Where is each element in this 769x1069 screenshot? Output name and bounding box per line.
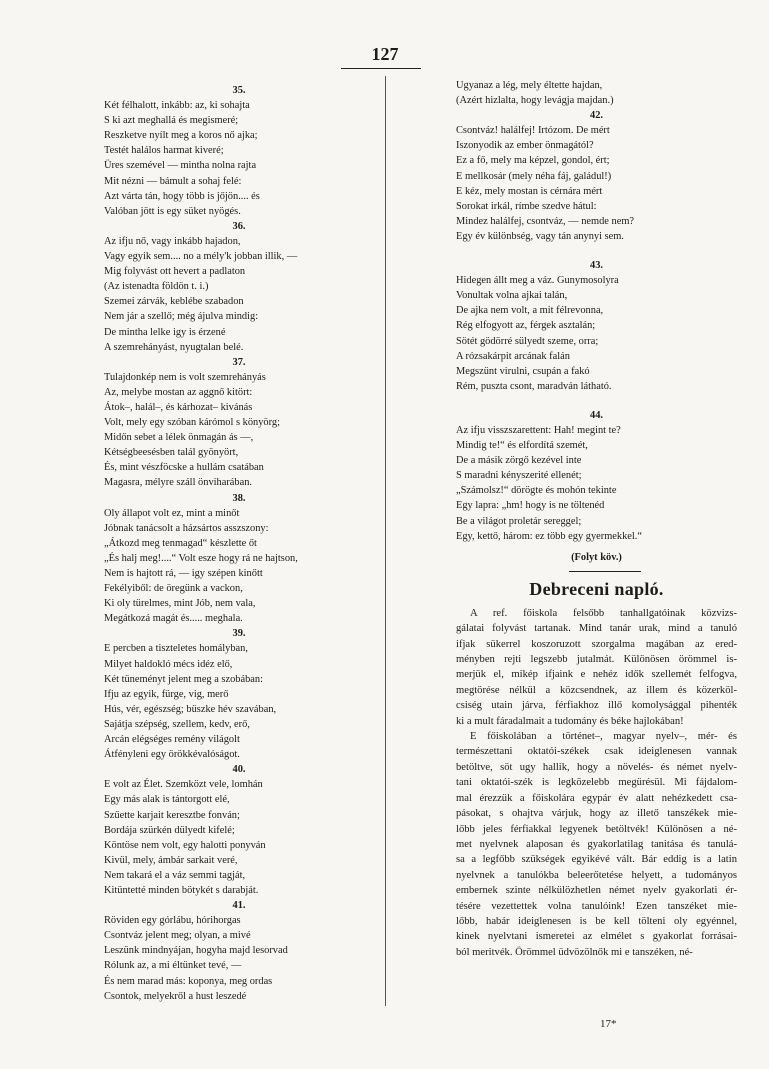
stanza-number: 41. — [232, 900, 246, 912]
poem-line: Iszonyodik az ember önmagától? — [456, 140, 594, 152]
poem-line: Megátkozá magát és..... meghala. — [104, 613, 243, 625]
poem-line: Kivül, mely, ámbár sarkait veré, — [104, 854, 238, 866]
poem-line: Két tüneményt jelent meg a szobában: — [104, 673, 263, 685]
poem-line: Egy más alak is tántorgott elé, — [104, 794, 230, 806]
stanza-number: 43. — [590, 260, 603, 272]
poem-line: „Átkozd meg tenmagad“ készlette őt — [104, 537, 257, 549]
poem-column-left — [104, 83, 374, 1004]
poem-line: Az ifju nő, vagy inkább hajadon, — [104, 235, 241, 247]
page-number-rule — [341, 68, 421, 69]
poem-line: Az, melybe mostan az aggnő kitört: — [104, 386, 253, 398]
poem-line: De ajka nem volt, a mit félrevonna, — [456, 305, 604, 317]
poem-line: De a másik zörgő kezével inte — [456, 455, 582, 467]
poem-line: Nem takará el a váz semmi tagját, — [104, 869, 246, 881]
article-line: ményben rejti legszebb jutalmát. Különösen örömmel is- — [456, 654, 737, 666]
article-line: csiség utain járva, férfiakhoz illő komolysággal pihenték — [456, 700, 737, 712]
poem-line: S maradni kényszerité ellenét; — [456, 470, 582, 482]
article-line: pásokat, s ohajtva várjuk, hogy az illető tanszékek mie- — [456, 808, 737, 820]
poem-line: Köntöse nem volt, egy halotti ponyván — [104, 839, 266, 851]
article-line: met nyelvnek alaposan és gyakorlatilag tanitása és tanulá- — [456, 838, 737, 850]
poem-line: Átok–, halál–, és kárhozat– kivánás — [104, 401, 253, 413]
article-line: ifjak sükerrel koszoruzott szorgalma magában az ered- — [456, 638, 737, 650]
article-line: gálatai folyvást tartanak. Mind tanár urak, mind a tanuló — [456, 623, 737, 635]
poem-line: Fekélyiből: de öregünk a vackon, — [104, 583, 243, 595]
poem-line: A rózsakárpit arcának falán — [456, 350, 570, 362]
poem-line: Átfényleni egy örökkévalóságot. — [104, 749, 240, 761]
poem-line: Nem jár a szellő; még ájulva mindig: — [104, 311, 259, 323]
poem-line: Sorokat irkál, rímbe szedve hátul: — [456, 200, 597, 212]
poem-line: Csontváz! halálfej! Irtózom. De mért — [456, 125, 610, 137]
poem-line: Magasra, mélyre száll önviharában. — [104, 477, 253, 489]
poem-line: Arcán elégséges remény világolt — [104, 734, 240, 746]
article-line: embernek szinte nélkülözhetlen német nyelv gyakorlati ér- — [456, 885, 737, 897]
stanza-gap — [456, 394, 737, 408]
poem-line: Azt várta tán, hogy több is jőjön.... és — [104, 190, 260, 202]
poem-line: Az ifju visszszarettent: Hah! megint te? — [456, 424, 621, 436]
section-rule — [569, 571, 641, 572]
article-line: megtörése nélkül a közcsendnek, az illem és közerköl- — [456, 684, 737, 696]
poem-line: E mellkosár (mely néha fáj, galádul!) — [456, 170, 612, 182]
poem-line: Volt, mely egy szóban kárómol s könyörg; — [104, 417, 280, 429]
article-paragraph — [456, 606, 737, 729]
stanza-gap — [456, 244, 737, 258]
poem-line: S ki azt meghallá és megismeré; — [104, 115, 239, 127]
article-line: A ref. főiskola felsőbb tanhallgatóinak közvizs- — [470, 607, 737, 619]
page-number: 127 — [371, 44, 399, 64]
stanza-number: 40. — [232, 764, 246, 776]
poem-line: Rég elfogyott az, férgek asztalán; — [456, 320, 596, 332]
poem-line: Hús, vér, egészség; büszke hév szavában, — [104, 703, 277, 715]
poem-line: Mit nézni — bámult a sohaj felé: — [104, 175, 242, 187]
article-line: nyelvnek a tanulókba beleerőtetése helyett, a tudományos — [456, 869, 737, 881]
article-line: merjük el, mikép ifjaink e nehéz idők szellemét felfogva, — [456, 669, 737, 681]
article-line: tésére vezettettek volna tanulóink! Ezen tanszéket mie- — [456, 900, 737, 912]
poem-line: Rém, puszta csont, maradván látható. — [456, 380, 612, 392]
poem-line: Megszünt virulni, csupán a fakó — [456, 365, 590, 377]
poem-line: Egy, kettő, három: ez több egy gyermekkel.“ — [456, 530, 643, 542]
poem-line: Mindig te!“ és elfordítá szemét, — [456, 440, 588, 452]
article-line: kinek nyelvtani ismeretei az elmélet s gyakorlat forrásai- — [456, 931, 737, 943]
poem-line: Midőn sebet a lélek önmagán ás —, — [104, 432, 254, 444]
poem-line: Röviden egy górlábu, hórihorgas — [104, 915, 241, 927]
column-divider — [385, 76, 386, 1006]
article-line: betöltve, söt ugy hallik, hogy a növelés- és német nyelv- — [456, 761, 737, 773]
poem-line: Reszketve nyílt meg a koros nő ajka; — [104, 130, 258, 142]
poem-line: Valóban jött is egy süket nyögés. — [104, 205, 241, 217]
poem-line: Jóbnak tanácsolt a házsártos asszszony: — [104, 522, 269, 534]
poem-line: Testét halálos harmat kiveré; — [104, 145, 224, 157]
poem-line: Tulajdonkép nem is volt szemrehányás — [104, 371, 266, 383]
stanza-gap — [456, 544, 737, 548]
article-line: tani oktatói-szék is legközelebb megürésül. Mi fájdalom- — [456, 777, 737, 789]
poem-line: Oly állapot volt ez, mint a minőt — [104, 507, 240, 519]
poem-line: Bordája szürkén dülyedt kifelé; — [104, 824, 235, 836]
article-line: természettani oktatói-székek csak ideiglenesen vannak — [456, 746, 737, 758]
poem-line: Be a világot proletár sereggel; — [456, 515, 582, 527]
poem-line: „És halj meg!....“ Volt esze hogy rá ne hajtson, — [104, 552, 298, 564]
section-heading: Debreceni napló. — [529, 578, 664, 599]
stanza-number: 36. — [232, 220, 246, 232]
poem-line: Sötét gödörré sülyedt szeme, orra; — [456, 335, 599, 347]
poem-line: Üres szemével — mintha nolna rajta — [104, 160, 257, 172]
poem-line: Egy lapra: „hm! hogy is ne töltenéd — [456, 500, 605, 512]
poem-line: Ki oly türelmes, mint Jób, nem vala, — [104, 598, 256, 610]
poem-line: Ez a fő, mely ma képzel, gondol, ért; — [456, 155, 610, 167]
article-paragraph — [456, 729, 737, 960]
stanza-number: 35. — [232, 85, 246, 96]
poem-line: Rólunk az, a mi éltünket tevé, — — [104, 960, 242, 972]
article-line: mal érezzük a főiskolára egypár év alatt nehézkedett csa- — [456, 792, 737, 804]
article-line: lőbb jeles férfiakkal legyenek betöltvék! Különösen a né- — [456, 823, 737, 835]
poem-line: Vagy egyik sem.... no a mély'k jobban illik, — — [104, 251, 298, 263]
poem-line: „Számolsz!“ dörögte és mohón tekinte — [456, 485, 617, 497]
poem-line: E kéz, mely mostan is cérnára mért — [456, 185, 603, 197]
article-line: E főiskolában a történet–, magyar nyelv–, mér- és — [470, 731, 737, 743]
poem-line: Milyet haldokló mécs idéz elő, — [104, 658, 233, 670]
poem-line: A szemrehányást, nyugtalan belé. — [104, 341, 244, 353]
stanza-number: 44. — [590, 409, 603, 421]
poem-line: De mintha lelke igy is érzené — [104, 326, 226, 338]
poem-line: Ifju az egyik, fürge, vig, merő — [104, 688, 229, 700]
poem-line: Csontok, melyekről a hust leszedé — [104, 990, 247, 1002]
stanza-number: 37. — [232, 356, 246, 368]
signature-mark: 17* — [600, 1018, 617, 1030]
poem-line: Szűette karjait keresztbe fonván; — [104, 809, 240, 821]
article-line: ki a mult fáradalmait a tudomány és béke hajlokában! — [456, 715, 684, 727]
poem-line: Egy év különbség, vagy tán anynyi sem. — [456, 230, 624, 242]
poem-line: Kitüntetté minden bötykét s darabját. — [104, 884, 259, 896]
poem-line: Sajátja szépség, szellem, kedv, erő, — [104, 718, 250, 730]
poem-line: E percben a tiszteletes homályban, — [104, 643, 248, 655]
poem-line: És, mint vészföcske a hullám csatában — [104, 462, 264, 474]
poem-line: Ugyanaz a lég, mely éltette hajdan, — [456, 80, 603, 91]
article-line: ból meritvék. Örömmel üdvözölnők mi e tanszéken, né- — [456, 946, 693, 958]
right-column — [456, 78, 737, 960]
poem-line: Hidegen állt meg a váz. Gunymosolyra — [456, 275, 619, 287]
poem-line: (Azért hizlalta, hogy levágja majdan.) — [456, 95, 614, 107]
article-line: lőbb, habár ideiglenesen is be kell tölteni oly egyénnel, — [456, 915, 737, 927]
poem-line: Mig folyvást ott hevert a padlaton — [104, 266, 246, 278]
poem-line: Vonultak volna ajkai talán, — [456, 290, 568, 302]
article-line: sa a legfőbb szükségek egyikévé vált. Bár eddig is a latin — [456, 854, 737, 866]
stanza-number: 42. — [590, 110, 603, 122]
stanza-number: 39. — [232, 628, 246, 640]
poem-line: Mindez halálfej, csontváz, — nemde nem? — [456, 215, 635, 227]
poem-line: Leszünk mindnyájan, hogyha majd lesorvad — [104, 945, 288, 957]
poem-line: (Az istenadta földön t. i.) — [104, 281, 209, 293]
poem-line: Két félhalott, inkább: az, ki sohajta — [104, 100, 250, 112]
poem-line: Nem is hajtott rá, — igy szépen kinőtt — [104, 568, 263, 579]
poem-line: És nem marad más: koponya, meg ordas — [104, 975, 273, 987]
poem-line: Csontváz jelent meg; olyan, a mivé — [104, 930, 251, 942]
stanza-number: 38. — [232, 492, 246, 504]
poem-line: Szemei zárvák, keblébe szabadon — [104, 296, 244, 308]
poem-line: Kétségbeesésben talál gyönyört, — [104, 447, 239, 459]
continued-note: (Folyt köv.) — [571, 551, 622, 563]
poem-line: E volt az Élet. Szemközt vele, lomhán — [104, 779, 263, 791]
